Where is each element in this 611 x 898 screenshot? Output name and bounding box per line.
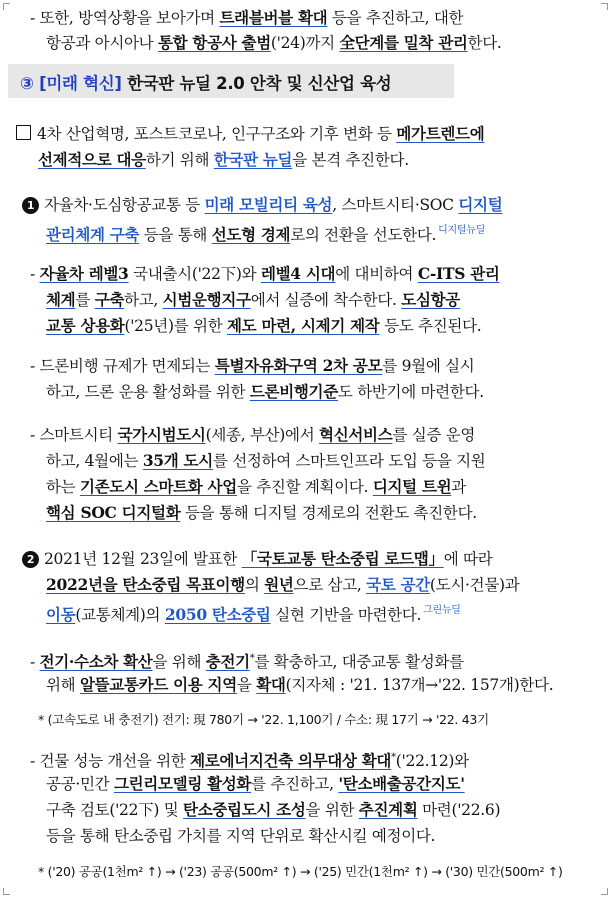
p3-line-4: 핵심 SOC 디지털화 등을 통해 디지털 경제로의 전환도 촉진한다. bbox=[46, 503, 477, 522]
p2-line-2: 하고, 드론 운용 활성화를 위한 드론비행기준도 하반기에 마련한다. bbox=[46, 382, 484, 401]
item1-line-1: 1 자율차·도심항공교통 등 미래 모빌리티 육성, 스마트시티·SOC 디지털 bbox=[22, 193, 502, 217]
item2-line-1: 2 2021년 12월 23일에 발표한 「국토교통 탄소중립 로드맵」에 따라 bbox=[22, 547, 492, 571]
p3-line-2: 하고, 4월에는 35개 도시를 선정하여 스마트인프라 도입 등을 지원 bbox=[46, 451, 486, 470]
item2-line-2: 2022년을 탄소중립 목표이행의 원년으로 삼고, 국토 공간(도시·건물)과 bbox=[46, 575, 520, 594]
item2-line-3: 이동(교통체계)의 2050 탄소중립 실현 기반을 마련한다. $^{그린뉴딜}$ bbox=[46, 605, 461, 624]
p5-footnote: * ('20) 공공(1천m² ↑) → ('23) 공공(500m² ↑) → ('25) 민간(1천m² ↑) → ('30) 민간(500m² ↑) bbox=[38, 864, 563, 879]
crop-mark-top-left bbox=[3, 3, 10, 10]
circled-number-2-icon: 2 bbox=[22, 551, 39, 568]
section-header bbox=[8, 64, 454, 98]
section-title: ③ [미래 혁신] 한국판 뉴딜 2.0 안착 및 신산업 육성 bbox=[20, 74, 392, 93]
p4-line-2: 위해 알뜰교통카드 이용 지역을 확대(지자체 : '21. 137개→'22. 157개)한다. bbox=[46, 675, 554, 694]
p5-line-3: 구축 검토('22下) 및 탄소중립도시 조성을 위한 추진계획 마련('22.6) bbox=[46, 800, 501, 819]
p5-line-2: 공공·민간 그린리모델링 활성화를 추진하고, '탄소배출공간지도' bbox=[46, 774, 465, 793]
green-newdeal-tag: 그린뉴딜 bbox=[423, 605, 461, 616]
crop-mark-bottom-left bbox=[3, 888, 10, 895]
p5-line-1: - 건물 성능 개선을 위한 제로에너지건축 의무대상 확대*('22.12)와 bbox=[30, 751, 469, 770]
intro-line-1: - 또한, 방역상황을 보아가며 트래블버블 확대 등을 추진하고, 대한 bbox=[30, 8, 464, 27]
p1-line-2: 체계를 구축하고, 시범운행지구에서 실증에 착수한다. 도심항공 bbox=[46, 290, 460, 309]
p1-line-1: - 자율차 레벨3 국내출시('22下)와 레벨4 시대에 대비하여 C-ITS 관리 bbox=[30, 264, 500, 283]
p2-line-1: - 드론비행 규제가 면제되는 특별자유화구역 2차 공모를 9월에 실시 bbox=[30, 356, 475, 375]
lead-line-1: 4차 산업혁명, 포스트코로나, 인구구조와 기후 변화 등 메가트렌드에 bbox=[16, 122, 484, 146]
crop-mark-bottom-right bbox=[601, 888, 608, 895]
circled-number-1-icon: 1 bbox=[22, 197, 39, 214]
crop-mark-top-right bbox=[601, 3, 608, 10]
square-bullet-icon bbox=[16, 125, 31, 140]
p3-line-3: 하는 기존도시 스마트화 사업을 추진할 계획이다. 디지털 트윈과 bbox=[46, 477, 466, 496]
lead-line-2: 선제적으로 대응하기 위해 한국판 뉴딜을 본격 추진한다. bbox=[38, 150, 409, 169]
item1-line-2: 관리체계 구축 등을 통해 선도형 경제로의 전환을 선도한다. $^{디지털뉴딜}$ bbox=[46, 225, 485, 244]
p3-line-1: - 스마트시티 국가시범도시(세종, 부산)에서 혁신서비스를 실증 운영 bbox=[30, 425, 476, 444]
p4-line-1: - 전기·수소차 확산을 위해 충전기*를 확충하고, 대중교통 활성화를 bbox=[30, 652, 464, 671]
p4-footnote: * (고속도로 내 충전기) 전기: 現 780기 → '22. 1,100기 / 수소: 現 17기 → '22. 43기 bbox=[38, 712, 489, 727]
p5-line-4: 등을 통해 탄소중립 가치를 지역 단위로 확산시킬 예정이다. bbox=[46, 827, 436, 845]
intro-line-2: 항공과 아시아나 통합 항공사 출범('24)까지 全단계를 밀착 관리한다. bbox=[46, 33, 502, 52]
p1-line-3: 교통 상용화('25년)를 위한 제도 마련, 시제기 제작 등도 추진된다. bbox=[46, 316, 482, 335]
digital-newdeal-tag: 디지털뉴딜 bbox=[438, 225, 485, 236]
